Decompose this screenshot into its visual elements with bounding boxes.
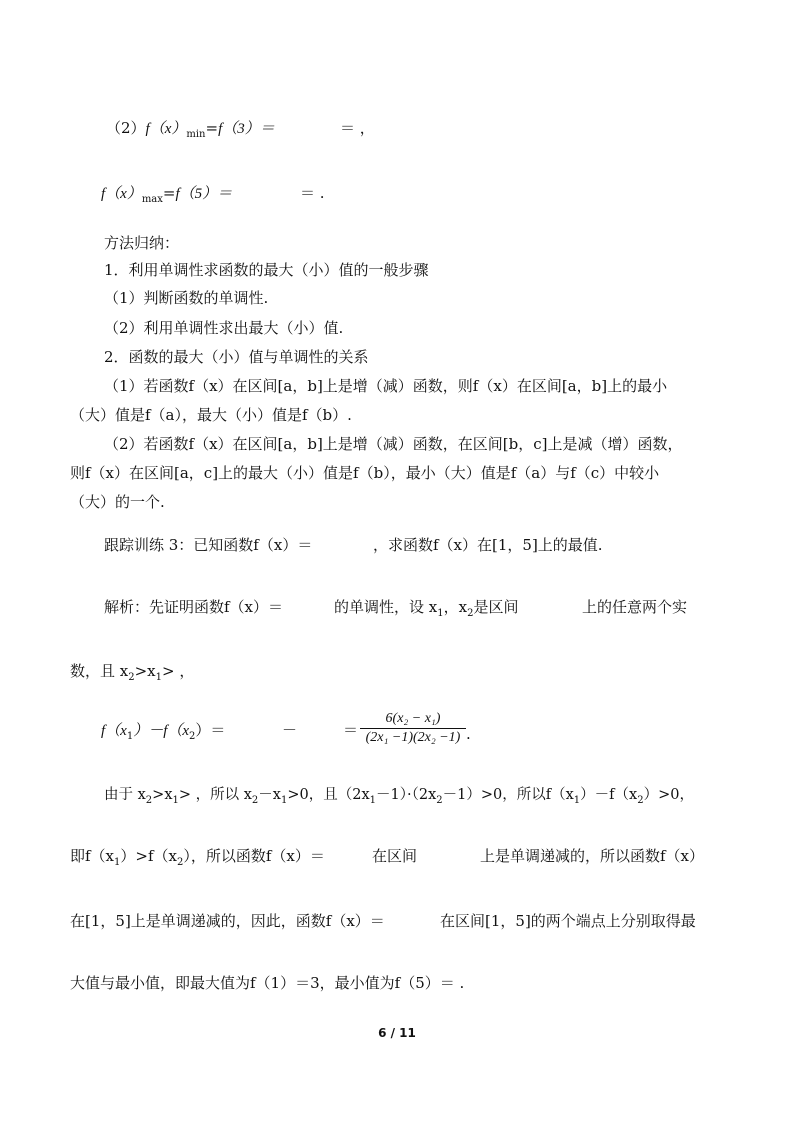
text: >0，且（2x [287,787,370,803]
subscript: 2 [251,795,259,806]
relation-1-line-2: （大）值是f（a），最大（小）值是f（b）. [70,406,352,424]
text: f（3）＝ [218,121,275,137]
subscript: 2 [436,795,443,806]
text: >x [134,662,156,680]
text: 即f（x [70,847,115,865]
conclusion-line-2: 大值与最小值，即最大值为f（1）＝3，最小值为f（5）＝ . [70,974,465,992]
max-value-result: ＝ . [300,184,325,202]
conclusion-line-1a: 在[1，5]上是单调递减的，因此，函数f（x）＝ [70,912,385,930]
text: f（x [101,723,127,739]
text: 的单调性，设 x [334,598,438,616]
that-is-decreasing: 上是单调递减的，所以函数f（x） [480,847,705,865]
text: 由于 x [104,787,146,803]
subscript: 1 [573,795,581,806]
text: 是区间 [473,598,519,616]
method-item-2: 2．函数的最大（小）值与单调性的关系 [104,348,369,366]
page-number: 6 / 11 [378,1026,416,1040]
text: （2） [106,119,146,137]
solution-c: 上的任意两个实 [582,598,688,616]
subscript: 1 [114,857,121,868]
text: > ， [162,662,195,680]
solution-b [334,597,518,620]
subscript: 2 [189,731,196,742]
that-is-interval: 在区间 [372,847,418,865]
relation-1-line-1: （1）若函数f（x）在区间[a，b]上是增（减）函数，则f（x）在区间[a，b]上的最小 [104,377,668,395]
method-step-2: （2）利用单调性求出最大（小）值. [104,319,344,337]
relation-2-line-2: 则f（x）在区间[a，c]上的最大（小）值是f（b），最小（大）值是f（a）与f（c）中较小 [70,464,660,482]
text: ）>0， [643,787,694,803]
relation-2-line-3: （大）的一个. [70,493,165,511]
fraction-denominator: (2x₁ −1)(2x₂ −1) [365,730,461,745]
difference-fraction [360,711,466,746]
subscript: 2 [176,857,184,868]
relation-2-line-1: （2）若函数f（x）在区间[a，b]上是增（减）函数，在区间[b，c]上是减（增）函数， [104,435,683,453]
subscript: 1 [155,672,163,683]
text: －x [258,787,281,803]
text: 数，且 x [70,662,129,680]
conclusion-line-1b: 在区间[1，5]的两个端点上分别取得最 [440,912,696,930]
subscript: 2 [145,795,153,806]
method-step-1: （1）判断函数的单调性. [104,289,269,307]
subscript: 1 [369,795,377,806]
text: ）>f（x [120,847,177,865]
subscript: 2 [637,795,644,806]
equals-sign: ＝ [343,721,359,739]
since-line [104,785,694,807]
text: = [162,184,176,202]
method-item-1: 1．利用单调性求函数的最大（小）值的一般步骤 [104,261,429,279]
method-heading: 方法归纳： [104,234,180,252]
text: = [205,119,219,137]
min-value-result: ＝ ， [340,119,375,137]
period: . [466,725,471,743]
text: ），所以函数f（x）＝ [183,847,325,865]
subscript: 2 [467,608,474,619]
text: －1）·（2x [376,787,437,803]
subscript: min [186,129,206,140]
exercise-3-a: 跟踪训练 3：已知函数f（x）＝ [104,536,313,554]
solution-a: 解析：先证明函数f（x）＝ [104,598,284,616]
minus-sign: － [282,721,298,739]
text: f（5）＝ [175,186,233,202]
exercise-3-b: ，求函数f（x）在[1，5]上的最值. [373,536,603,554]
subscript: 1 [126,731,134,742]
fraction-numerator: 6(x₂ − x₁) [385,711,441,726]
text: ）＝ [195,721,226,739]
difference-lhs [101,720,225,743]
subscript: 2 [128,672,135,683]
subscript: 1 [280,795,288,806]
min-value-line [106,118,275,141]
subscript: max [141,194,163,205]
text: > ，所以 x [178,787,252,803]
fraction-bar [360,728,466,729]
text: ）－f（x [580,787,638,803]
subscript: 1 [437,608,444,619]
subscript: 1 [172,795,179,806]
text: ，x [443,598,468,616]
text: －1）>0，所以f（x [442,787,574,803]
solution-line-2 [70,661,194,684]
max-value-line [101,183,232,206]
text: f（x） [145,121,187,137]
text: >x [152,787,173,803]
text: ）－f（x [133,723,190,739]
text: f（x） [101,186,142,202]
that-is-line [70,846,325,869]
